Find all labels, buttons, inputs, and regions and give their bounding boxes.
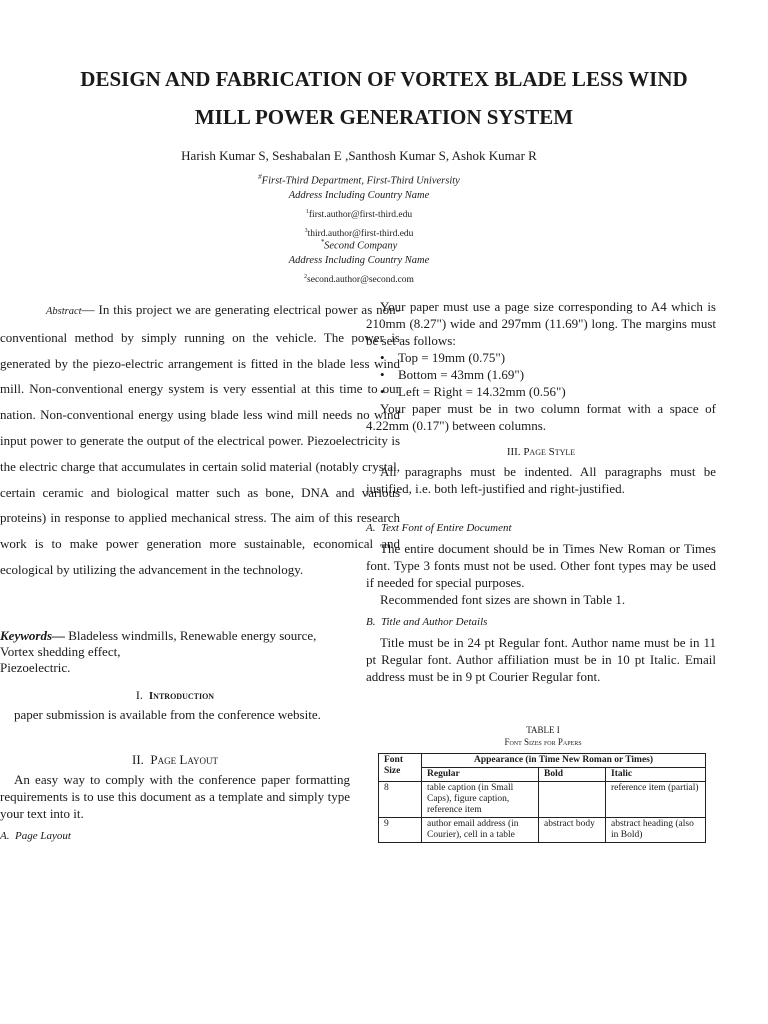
email-1-marker: 1 [305, 208, 309, 215]
section-2-number: II. [131, 752, 144, 767]
font-sizes-reference-paragraph: Recommended font sizes are shown in Table 1. [380, 592, 626, 607]
cell-regular: table caption (in Small Caps), figure caption, reference item [422, 782, 539, 818]
section-3-number: III. [506, 446, 521, 458]
cell-italic: abstract heading (also in Bold) [606, 818, 706, 843]
header-bold: Bold [539, 768, 606, 782]
title-line-1: DESIGN AND FABRICATION OF VORTEX BLADE LESS WIND [80, 67, 688, 91]
table-subheader-row [379, 768, 706, 782]
page-layout-paragraph: An easy way to comply with the conference paper formatting requirements is to use this document as a template and simply type your text into it. [0, 772, 350, 821]
paper-title [0, 60, 768, 136]
section-2-title: Page Layout [150, 752, 218, 767]
subsection-a-number: A. [0, 830, 10, 842]
affiliation-2 [0, 235, 718, 254]
abstract [0, 297, 400, 583]
header-appearance: Appearance (in Time New Roman or Times) [422, 754, 706, 768]
margins-list [380, 349, 566, 400]
affiliation-1 [0, 170, 718, 189]
subsection-title-author-number: B. [366, 616, 376, 628]
header-font-size: Font Size [379, 754, 422, 782]
email-3-text: third.author@first-third.edu [307, 228, 414, 239]
affiliation-1-marker: # [258, 173, 262, 181]
email-1 [0, 205, 718, 222]
text-font-paragraph: The entire document should be in Times New Roman or Times font. Type 3 fonts must not be used. Other font types may be used if needed for special purposes. [366, 541, 716, 590]
author-list: Harish Kumar S, Seshabalan E ,Santhosh Kumar S, Ashok Kumar R [181, 148, 537, 163]
margin-item-left-right: • Left = Right = 14.32mm (0.56") [380, 383, 566, 400]
affiliation-1-name: First-Third Department, First-Third University [261, 175, 460, 187]
cell-regular: author email address (in Courier), cell in a table [422, 818, 539, 843]
section-heading-page-layout [0, 752, 350, 768]
font-sizes-table [378, 753, 706, 843]
keywords-text: Bladeless windmills, Renewable energy source, Vortex shedding effect, [0, 628, 317, 659]
table-caption: Font Sizes for Papers [504, 737, 582, 747]
margin-item-top: • Top = 19mm (0.75") [380, 349, 566, 366]
affiliation-2-name: Second Company [324, 240, 398, 252]
introduction-paragraph: paper submission is available from the conference website. [14, 707, 321, 722]
email-2 [0, 270, 718, 287]
affiliation-1-address: Address Including Country Name [288, 189, 430, 201]
subsection-text-font [366, 522, 512, 534]
header-regular: Regular [422, 768, 539, 782]
section-1-number: I. [135, 688, 143, 702]
abstract-paragraph [0, 297, 400, 583]
affiliation-block-2 [0, 235, 718, 287]
section-1-title: Introduction [148, 690, 215, 702]
keywords [0, 628, 340, 676]
subsection-page-layout [0, 830, 71, 842]
margin-item-bottom: • Bottom = 43mm (1.69") [380, 366, 566, 383]
affiliation-2-marker: * [320, 238, 325, 246]
cell-size: 9 [379, 818, 422, 843]
table-row [379, 818, 706, 843]
section-heading-page-style [366, 446, 716, 458]
table-label: TABLE I [526, 725, 560, 735]
email-1-text: first.author@first-third.edu [308, 209, 413, 220]
subsection-title-author-title: Title and Author Details [380, 616, 488, 628]
subsection-text-font-title: Text Font of Entire Document [380, 522, 512, 534]
cell-italic: reference item (partial) [606, 782, 706, 818]
table-row [379, 782, 706, 818]
paper-size-paragraph: Your paper must use a page size corresponding to A4 which is 210mm (8.27") wide and 297mm (11.69") long. The margins must be set as follows: [366, 299, 716, 348]
email-3-marker: 3 [304, 227, 308, 234]
section-heading-introduction [0, 688, 350, 703]
cell-bold: abstract body [539, 818, 606, 843]
cell-size: 8 [379, 782, 422, 818]
subsection-title-author [366, 616, 487, 628]
abstract-text: In this project we are generating electrical power as non-conventional method by simply running on the vehicle. The power is generated by the piezo-electric arrangement is fitted in the blade less wind mill. Non-conventional energy system is very essential at this time to our nation. Non-conventional energy using blade less wind mill needs no wind input power to generate the output of the electrical power. Piezoelectricity is the electric charge that accumulates in certain solid material (notably crystal, certain ceramic and biological matter such as bone, DNA and various proteins) in response to applied mechanical stress. The aim of this research work is to make power generation more sustainable, economical and ecological by utilizing the advancement in the technology. [0, 302, 400, 577]
header-italic: Italic [606, 768, 706, 782]
email-2-text: second.author@second.com [307, 274, 414, 285]
cell-bold [539, 782, 606, 818]
subsection-a-title: Page Layout [14, 830, 71, 842]
title-author-paragraph: Title must be in 24 pt Regular font. Author name must be in 11 pt Regular font. Author affiliation must be in 10 pt Italic. Email address must be in 9 pt Courier Regular font. [366, 635, 716, 684]
abstract-dash: — [81, 302, 99, 317]
page-style-paragraph: All paragraphs must be indented. All paragraphs must be justified, i.e. both left-justified and right-justified. [366, 464, 716, 496]
affiliation-2-address: Address Including Country Name [288, 254, 430, 266]
table-header-row [379, 754, 706, 768]
keywords-text-2: Piezoelectric. [0, 660, 71, 675]
column-format-paragraph: Your paper must be in two column format with a space of 4.22mm (0.17") between columns. [366, 401, 716, 433]
section-3-title: Page Style [523, 446, 576, 458]
email-2-marker: 2 [304, 273, 308, 280]
abstract-label: Abstract [46, 306, 82, 317]
subsection-text-font-number: A. [366, 522, 376, 534]
title-line-2: MILL POWER GENERATION SYSTEM [194, 105, 574, 129]
keywords-label: Keywords— [0, 628, 65, 643]
affiliation-block-1 [0, 170, 718, 241]
